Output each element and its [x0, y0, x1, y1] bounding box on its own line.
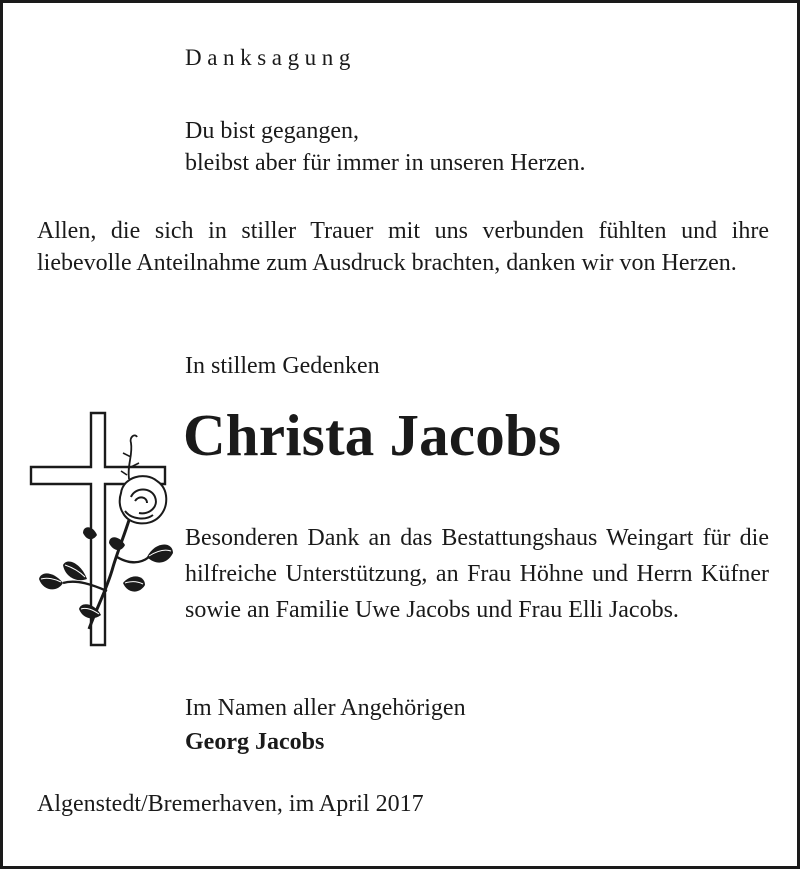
- closing-line: Im Namen aller Angehörigen: [185, 695, 466, 721]
- special-thanks-paragraph: Besonderen Dank an das Bestattungshaus Weingart für die hilfreiche Unterstützung, an Frau Höhne und Herrn Küfner sowie an Familie Uwe Jacobs und Frau Elli Jacobs.: [185, 525, 769, 623]
- poem: [185, 115, 586, 179]
- notice-heading: Danksagung: [185, 45, 356, 70]
- memorial-line: In stillem Gedenken: [185, 353, 380, 379]
- thanks-paragraph: Allen, die sich in stiller Trauer mit uns verbunden fühlten und ihre liebevolle Anteilnahme zum Ausdruck brachten, danken wir von Herzen.: [37, 218, 769, 276]
- cross-with-rose-icon: [27, 407, 177, 659]
- place-date: Algenstedt/Bremerhaven, im April 2017: [37, 791, 424, 817]
- poem-line: Du bist gegangen,: [185, 118, 359, 144]
- closing-block: [185, 691, 466, 759]
- poem-line: bleibst aber für immer in unseren Herzen.: [185, 150, 586, 176]
- signer-name: Georg Jacobs: [185, 729, 325, 755]
- deceased-name: Christa Jacobs: [183, 402, 562, 468]
